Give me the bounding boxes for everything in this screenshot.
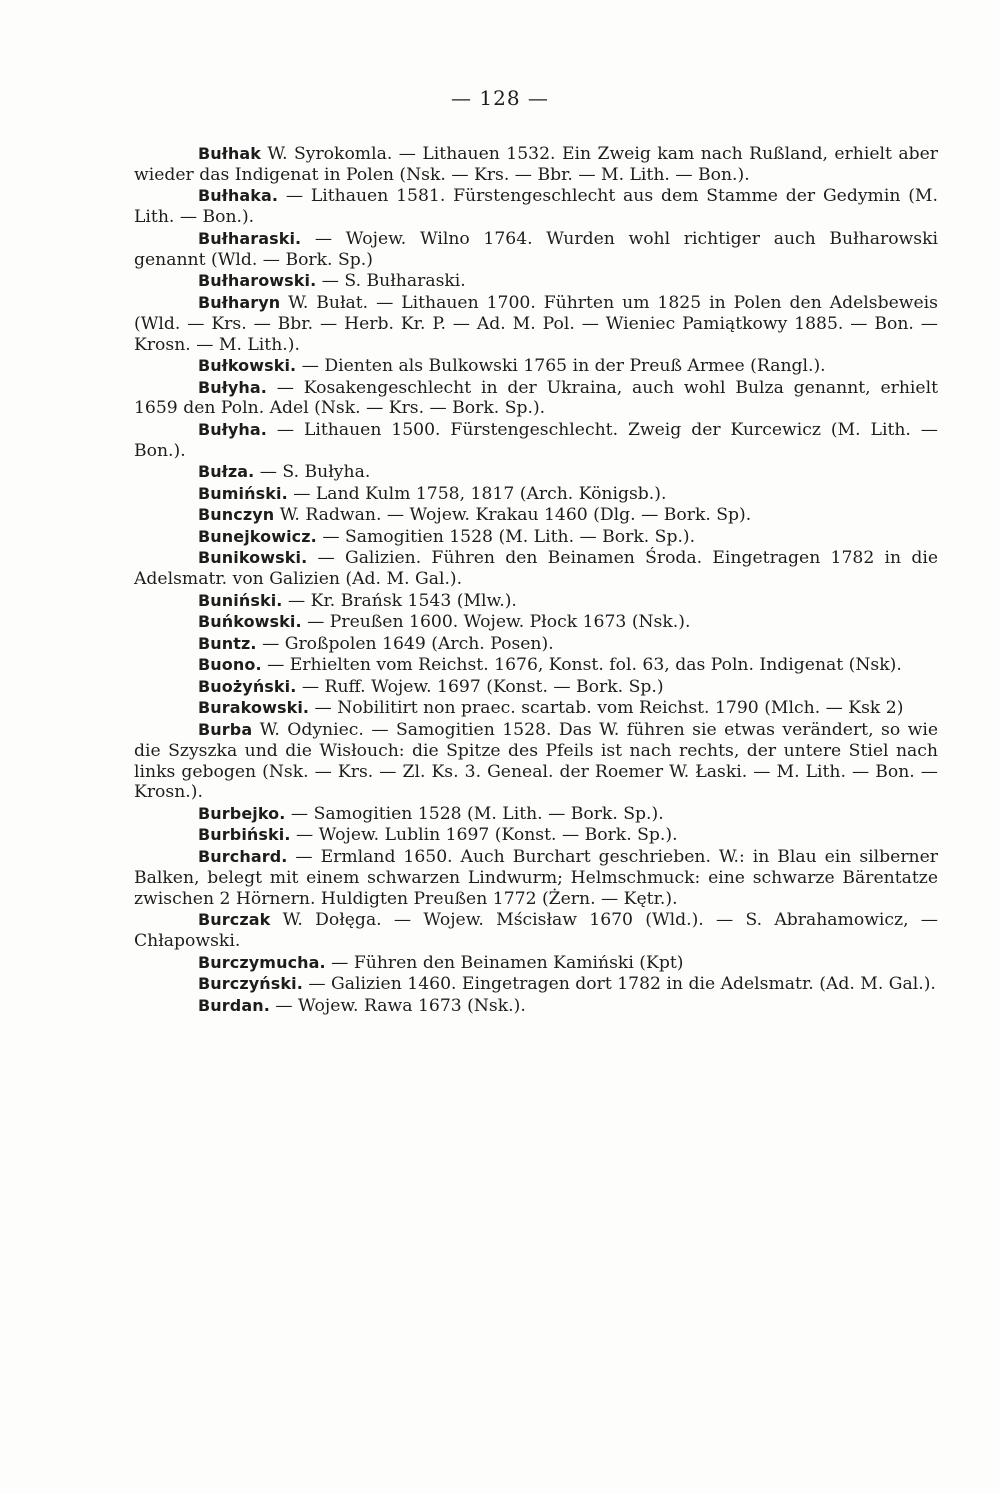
dictionary-entry	[134, 910, 938, 952]
entry-headword: Bułyha.	[198, 377, 267, 397]
entry-headword: Buńkowski.	[198, 612, 302, 632]
entry-headword: Buniński.	[198, 590, 283, 610]
page-number: — 128 —	[451, 86, 549, 110]
entry-headword: Bunczyn	[198, 505, 275, 525]
dictionary-entry	[134, 356, 938, 377]
entry-headword: Burczyński.	[198, 974, 303, 994]
entry-text: — Samogitien 1528 (M. Lith. — Bork. Sp.).	[285, 803, 664, 824]
dictionary-entry	[134, 996, 938, 1017]
entry-text: W. Dołęga. — Wojew. Mścisław 1670 (Wld.). — S. Abrahamowicz, — Chłapowski.	[134, 910, 938, 952]
entry-text: — Samogitien 1528 (M. Lith. — Bork. Sp.).	[316, 526, 696, 547]
entry-text: — S. Bułharaski.	[316, 271, 466, 292]
entry-text: W. Radwan. — Wojew. Krakau 1460 (Dlg. — Bork. Sp).	[274, 505, 752, 526]
entry-text: — Land Kulm 1758, 1817 (Arch. Königsb.).	[287, 483, 667, 504]
entry-text: — Ruff. Wojew. 1697 (Konst. — Bork. Sp.)	[296, 676, 664, 697]
dictionary-entry	[134, 144, 938, 186]
dictionary-entry	[134, 655, 938, 676]
entry-text: — S. Bułyha.	[254, 462, 371, 483]
dictionary-entry	[134, 484, 938, 505]
entry-text: — Lithauen 1500. Fürstengeschlecht. Zweig der Kurcewicz (M. Lith. — Bon.).	[134, 419, 938, 461]
entry-headword: Bułkowski.	[198, 356, 297, 376]
entry-headword: Burdan.	[198, 995, 270, 1015]
entry-text: W. Odyniec. — Samogitien 1528. Das W. führen sie etwas verändert, so wie die Szyszka und die Wisłouch: die Spitze des Pfeils ist nach rechts, der untere Stiel nach links gebogen (Nsk. — Krs. — Zl. Ks. 3. Geneal. der Roemer W. Łaski. — M. Lith. — Bon. — Krosn.).	[134, 719, 938, 803]
entry-text: — Preußen 1600. Wojew. Płock 1673 (Nsk.).	[301, 612, 691, 633]
entry-text: — Galizien 1460. Eingetragen dort 1782 in die Adelsmatr. (Ad. M. Gal.).	[302, 974, 936, 995]
dictionary-entry	[134, 293, 938, 356]
dictionary-entry	[134, 825, 938, 846]
entry-text: W. Bułat. — Lithauen 1700. Führten um 1825 in Polen den Adelsbeweis (Wld. — Krs. — Bbr. — Herb. Kr. P. — Ad. M. Pol. — Wieniec Pamiątkowy 1885. — Bon. — Krosn. — M. Lith.).	[134, 292, 938, 355]
entry-headword: Bułyha.	[198, 419, 267, 439]
entry-headword: Bułharowski.	[198, 271, 317, 291]
entry-headword: Bułharaski.	[198, 228, 302, 248]
entry-headword: Burba	[198, 719, 253, 739]
entry-text: — Erhielten vom Reichst. 1676, Konst. fol. 63, das Poln. Indigenat (Nsk).	[261, 655, 902, 676]
dictionary-entry	[134, 378, 938, 420]
entry-headword: Bułharyn	[198, 292, 281, 312]
dictionary-entry	[134, 953, 938, 974]
entry-headword: Burczak	[198, 910, 271, 930]
entry-headword: Burbiński.	[198, 825, 291, 845]
entry-text: W. Syrokomla. — Lithauen 1532. Ein Zweig kam nach Rußland, erhielt aber wieder das Indigenat in Polen (Nsk. — Krs. — Bbr. — M. Lith. — Bon.).	[134, 144, 938, 185]
dictionary-entry	[134, 804, 938, 825]
dictionary-entry	[134, 698, 938, 719]
entry-text: — Kosakengeschlecht in der Ukraina, auch wohl Bulza genannt, erhielt 1659 den Poln. Adel (Nsk. — Krs. — Bork. Sp.).	[134, 377, 938, 419]
dictionary-entry	[134, 271, 938, 292]
entry-headword: Buożyński.	[198, 676, 297, 696]
entry-headword: Bułhak	[198, 144, 261, 163]
dictionary-entry	[134, 186, 938, 228]
entry-text: — Kr. Brańsk 1543 (Mlw.).	[282, 590, 517, 611]
entry-text: — Großpolen 1649 (Arch. Posen).	[256, 633, 554, 654]
entry-text: — Wojew. Rawa 1673 (Nsk.).	[269, 995, 526, 1016]
dictionary-entry	[134, 677, 938, 698]
entry-headword: Bułza.	[198, 462, 255, 482]
entry-headword: Burchard.	[198, 846, 288, 866]
dictionary-entry	[134, 612, 938, 633]
dictionary-entry	[134, 462, 938, 483]
dictionary-entry	[134, 847, 938, 910]
entry-text: — Galizien. Führen den Beinamen Środa. Eingetragen 1782 in die Adelsmatr. von Galizien (Ad. M. Gal.).	[134, 548, 938, 590]
entry-text: — Lithauen 1581. Fürstengeschlecht aus dem Stamme der Gedymin (M. Lith. — Bon.).	[134, 186, 938, 228]
entry-headword: Bułhaka.	[198, 186, 279, 206]
entry-headword: Burakowski.	[198, 698, 310, 718]
dictionary-entry	[134, 548, 938, 590]
entry-headword: Buntz.	[198, 633, 257, 653]
entry-headword: Burczymucha.	[198, 952, 326, 972]
entry-text: — Wojew. Lublin 1697 (Konst. — Bork. Sp.).	[290, 825, 678, 846]
entry-headword: Burbejko.	[198, 803, 286, 823]
entry-headword: Bunejkowicz.	[198, 526, 317, 546]
entry-text: — Ermland 1650. Auch Burchart geschrieben. W.: in Blau ein silberner Balken, belegt mit einem schwarzen Lindwurm; Helmschmuck: eine schwarze Bärentatze zwischen 2 Hörnern. Huldigten Preußen 1772 (Żern. — Kętr.).	[134, 846, 938, 909]
entry-headword: Bumiński.	[198, 483, 288, 503]
dictionary-entry	[134, 420, 938, 462]
entry-text: — Dienten als Bulkowski 1765 in der Preuß Armee (Rangl.).	[296, 356, 826, 377]
dictionary-entry	[134, 634, 938, 655]
entry-headword: Buono.	[198, 655, 262, 675]
entry-headword: Bunikowski.	[198, 548, 308, 568]
entry-text: — Nobilitirt non praec. scartab. vom Reichst. 1790 (Mlch. — Ksk 2)	[309, 698, 904, 719]
dictionary-entry	[134, 591, 938, 612]
dictionary-entry	[134, 720, 938, 804]
dictionary-entry	[134, 229, 938, 271]
dictionary-entry	[134, 974, 938, 995]
entry-text: — Wojew. Wilno 1764. Wurden wohl richtiger auch Bułharowski genannt (Wld. — Bork. Sp.)	[134, 228, 938, 270]
entry-text: — Führen den Beinamen Kamiński (Kpt)	[325, 952, 684, 973]
dictionary-entry	[134, 527, 938, 548]
dictionary-entry	[134, 505, 938, 526]
entry-list	[134, 144, 938, 1017]
